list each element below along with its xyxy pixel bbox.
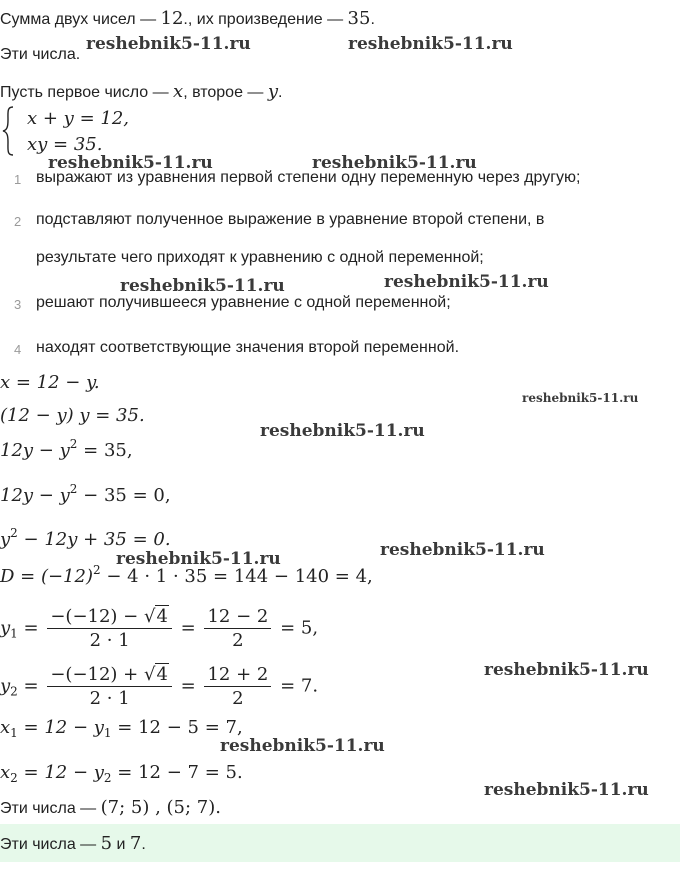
y1-frac1-num-text: −(−12) − (50, 606, 144, 627)
x2-sub2: 2 (103, 771, 112, 785)
eq1-text: x = 12 − y. (0, 372, 100, 393)
system-equation-1 (27, 108, 129, 129)
y2-frac1-num-text: −(−12) + (50, 664, 144, 685)
setup-var-y: y (267, 81, 279, 102)
setup-var-x: x (173, 81, 184, 102)
pairs-text: Эти числа — (0, 800, 101, 817)
y2-frac2-den: 2 (232, 688, 244, 709)
answer-box (0, 824, 680, 862)
setup-text-c: . (278, 84, 283, 101)
watermark: reshebnik5-11.ru (384, 272, 549, 292)
eq3-b: = 35, (77, 440, 133, 461)
x1-a: x (0, 717, 11, 738)
y2-fraction-1 (47, 664, 172, 709)
equation-moved (0, 482, 171, 506)
watermark: reshebnik5-11.ru (48, 153, 213, 173)
watermark: reshebnik5-11.ru (312, 153, 477, 173)
y1-frac1-num: −(−12) − √4 (47, 606, 172, 629)
y2-frac2-num: 12 + 2 (204, 664, 271, 687)
watermark: reshebnik5-11.ru (120, 276, 285, 296)
answer-num-1: 5 (100, 833, 113, 854)
eq2-text: (12 − y) y = 35. (0, 405, 145, 426)
system-eq2-text: xy = 35. (27, 134, 103, 155)
y2-sub: 2 (10, 684, 18, 699)
watermark: reshebnik5-11.ru (522, 391, 639, 405)
equation-y1 (0, 606, 318, 651)
watermark: reshebnik5-11.ru (220, 736, 385, 756)
system-equation-2 (27, 134, 102, 155)
equation-x2 (0, 762, 243, 783)
x2-sub: 2 (10, 771, 18, 785)
answer-text-b: и (112, 836, 130, 853)
problem-sum: 12 (160, 8, 184, 29)
y2-frac1-den: 2 · 1 (89, 688, 130, 709)
equation-x-expressed (0, 372, 100, 393)
y1-fraction-1 (47, 606, 172, 651)
y1-fraction-2 (204, 606, 271, 651)
problem-text-mid: ., их произведение — (183, 11, 348, 28)
eq5-exp: 2 (10, 526, 18, 540)
y2-lhs: y (0, 675, 11, 697)
eq5-a: y (0, 529, 11, 550)
setup-line (0, 81, 282, 102)
step-2-text-line-1: подставляют полученное выражение в уравнение второй степени, в (36, 211, 545, 228)
equation-substitution (0, 405, 145, 426)
pairs-line (0, 797, 221, 818)
equation-quadratic (0, 526, 171, 550)
x2-a: x (0, 762, 11, 783)
watermark: reshebnik5-11.ru (86, 34, 251, 54)
y1-lhs: y (0, 617, 11, 639)
y1-eq2: = (174, 617, 202, 639)
watermark: reshebnik5-11.ru (484, 660, 649, 680)
x1-b: = 12 − y (17, 717, 104, 738)
answer-num-2: 7 (129, 833, 142, 854)
watermark: reshebnik5-11.ru (348, 34, 513, 54)
step-2-text-line-2: результате чего приходят к уравнению с одной переменной; (36, 249, 484, 266)
problem-line-2: Эти числа. (0, 46, 81, 63)
problem-end: . (370, 11, 375, 28)
pairs-math: (7; 5) , (5; 7). (100, 797, 221, 818)
y2-eq2: = (174, 675, 202, 697)
x1-sub2: 1 (103, 726, 112, 740)
eq5-b: − 12y + 35 = 0. (17, 529, 171, 550)
watermark: reshebnik5-11.ru (116, 549, 281, 569)
problem-line-1 (0, 8, 375, 29)
y1-frac1-radicand: 4 (156, 606, 168, 627)
eq6-b: − 4 · 1 · 35 = 144 − 140 = 4, (100, 566, 373, 587)
watermark: reshebnik5-11.ru (380, 540, 545, 560)
y2-result: = 7. (274, 675, 319, 697)
step-3-number: 3 (14, 297, 22, 312)
system-eq1-text: x + y = 12, (27, 108, 129, 129)
eq6-exp: 2 (93, 563, 101, 577)
y1-frac2-den: 2 (232, 630, 244, 651)
step-3-text: решают получившееся уравнение с одной переменной; (36, 294, 451, 311)
x2-c: = 12 − 7 = 5. (111, 762, 243, 783)
y2-frac1-radicand: 4 (156, 664, 168, 685)
setup-text-a: Пусть первое число — (0, 84, 174, 101)
x2-b: = 12 − y (17, 762, 104, 783)
y2-frac1-num: −(−12) + √4 (47, 664, 172, 687)
x1-sub: 1 (10, 726, 18, 740)
step-4-text: находят соответствующие значения второй переменной. (36, 339, 460, 356)
watermark: reshebnik5-11.ru (484, 780, 649, 800)
x1-c: = 12 − 5 = 7, (111, 717, 243, 738)
equation-y2 (0, 664, 318, 709)
eq4-exp: 2 (69, 482, 78, 496)
equation-discriminant (0, 563, 373, 587)
y1-eq: = (17, 617, 45, 639)
step-1-text: выражают из уравнения первой степени одну переменную через другую; (36, 169, 581, 186)
setup-text-b: , второе — (183, 84, 268, 101)
y1-frac1-den: 2 · 1 (89, 630, 130, 651)
answer-text-c: . (141, 836, 146, 853)
answer-text (0, 833, 146, 854)
y2-eq: = (17, 675, 45, 697)
eq4-b: − 35 = 0, (77, 485, 171, 506)
step-1-number: 1 (14, 172, 22, 187)
eq4-a: 12y − y (0, 485, 70, 506)
y1-result: = 5, (274, 617, 319, 639)
equation-expanded (0, 437, 133, 461)
problem-product: 35 (347, 8, 371, 29)
problem-text: Сумма двух чисел — (0, 11, 161, 28)
y2-fraction-2 (204, 664, 271, 709)
equation-x1 (0, 717, 243, 738)
watermark: reshebnik5-11.ru (260, 421, 425, 441)
system-brace (2, 106, 16, 156)
y1-sub: 1 (10, 626, 18, 641)
eq3-exp: 2 (69, 437, 78, 451)
y1-frac2-num: 12 − 2 (204, 606, 271, 629)
step-2-number: 2 (14, 214, 22, 229)
eq6-a: D = (−12) (0, 566, 93, 587)
eq3-a: 12y − y (0, 440, 70, 461)
answer-text-a: Эти числа — (0, 836, 101, 853)
step-4-number: 4 (14, 342, 22, 357)
